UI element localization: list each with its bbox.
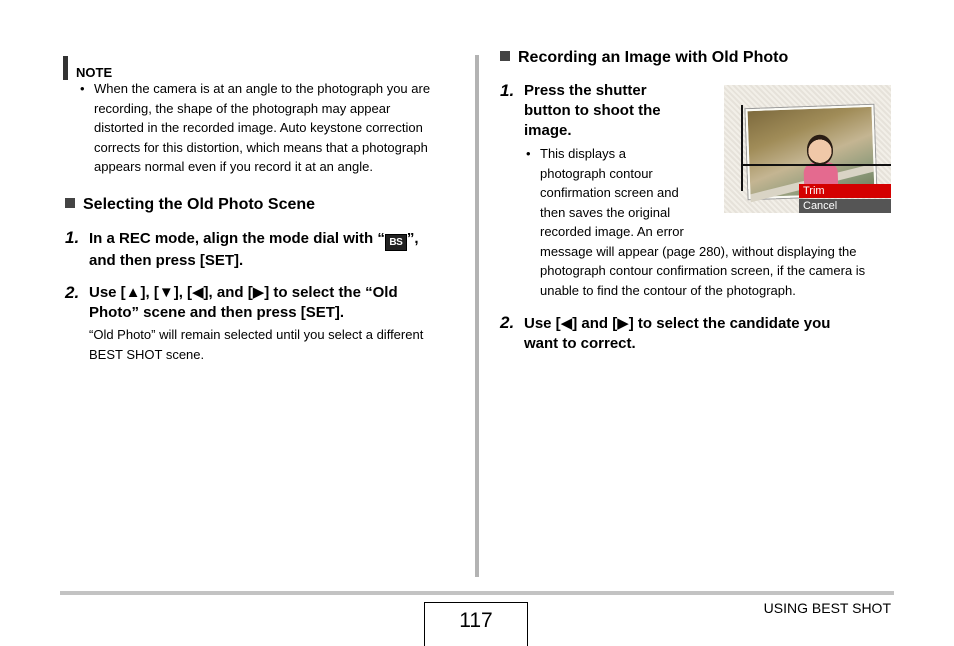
step-2-body bbox=[89, 325, 464, 365]
body-line: “Old Photo” will remain selected until you select a different bbox=[89, 327, 424, 342]
bullet-dot: • bbox=[80, 81, 85, 96]
footer-section-name: USING BEST SHOT bbox=[763, 600, 891, 616]
section-heading-text: Selecting the Old Photo Scene bbox=[83, 196, 316, 213]
body-line: photograph contour confirmation screen, if the camera is bbox=[540, 263, 866, 278]
step-text: Use [▲], [▼], [◀], and [▶] to select the “Old bbox=[89, 284, 398, 301]
square-bullet-icon bbox=[500, 51, 510, 61]
body-line: recorded image. An error bbox=[540, 224, 684, 239]
step-text: Use [◀] and [▶] to select the candidate you bbox=[524, 315, 831, 332]
screen-menu-trim: Trim bbox=[799, 184, 891, 198]
note-marker-bar bbox=[63, 56, 68, 80]
section-heading-text: Recording an Image with Old Photo bbox=[518, 49, 789, 66]
body-line: confirmation screen and bbox=[540, 185, 679, 200]
step-number: 2. bbox=[65, 283, 80, 302]
step-text: image. bbox=[524, 122, 572, 139]
step-1-text bbox=[89, 229, 464, 271]
photo-child-face bbox=[806, 134, 833, 165]
body-line: message will appear (page 280), without displaying the bbox=[540, 243, 857, 259]
square-bullet-icon bbox=[65, 198, 75, 208]
screen-menu-cancel: Cancel bbox=[799, 199, 891, 213]
note-label: NOTE bbox=[76, 65, 113, 80]
page-number: 117 bbox=[424, 602, 528, 646]
note-line: distorted in the recorded image. Auto keystone correction bbox=[94, 120, 423, 135]
note-line: recording, the shape of the photograph may appear bbox=[94, 100, 391, 116]
body-line: This displays a bbox=[540, 146, 626, 161]
best-shot-icon: BS bbox=[385, 234, 407, 251]
footer-divider bbox=[60, 591, 894, 595]
note-line: appears normal even if you record it at an angle. bbox=[94, 159, 373, 174]
step-2-text bbox=[89, 283, 464, 323]
step-2-text bbox=[524, 314, 894, 354]
column-divider bbox=[475, 55, 479, 577]
section-heading-old-photo-scene bbox=[65, 196, 315, 214]
step-text: ”, bbox=[406, 230, 419, 247]
step-text: In a REC mode, align the mode dial with “ bbox=[89, 230, 385, 247]
step-number: 1. bbox=[65, 228, 80, 247]
bullet-dot: • bbox=[526, 146, 531, 161]
step-text: Press the shutter bbox=[524, 82, 647, 99]
camera-screen-illustration bbox=[724, 85, 891, 213]
body-line: photograph contour bbox=[540, 165, 653, 181]
step-text: Photo” scene and then press [SET]. bbox=[89, 304, 345, 321]
body-line: then saves the original bbox=[540, 204, 671, 220]
section-heading-recording-old-photo bbox=[500, 49, 788, 67]
step-text: button to shoot the bbox=[524, 102, 661, 119]
step-text: and then press [SET]. bbox=[89, 252, 244, 269]
step-text: want to correct. bbox=[524, 335, 636, 352]
contour-line bbox=[741, 164, 891, 166]
note-line: When the camera is at an angle to the photograph you are bbox=[94, 81, 431, 96]
body-line: unable to find the contour of the photograph. bbox=[540, 282, 796, 298]
body-line: BEST SHOT scene. bbox=[89, 347, 205, 362]
contour-line bbox=[741, 105, 743, 191]
note-bullet bbox=[80, 79, 466, 177]
step-number: 1. bbox=[500, 81, 515, 100]
note-line: corrects for this distortion, which means that a photograph bbox=[94, 139, 428, 155]
step-number: 2. bbox=[500, 313, 515, 332]
step-1-text bbox=[524, 81, 719, 141]
